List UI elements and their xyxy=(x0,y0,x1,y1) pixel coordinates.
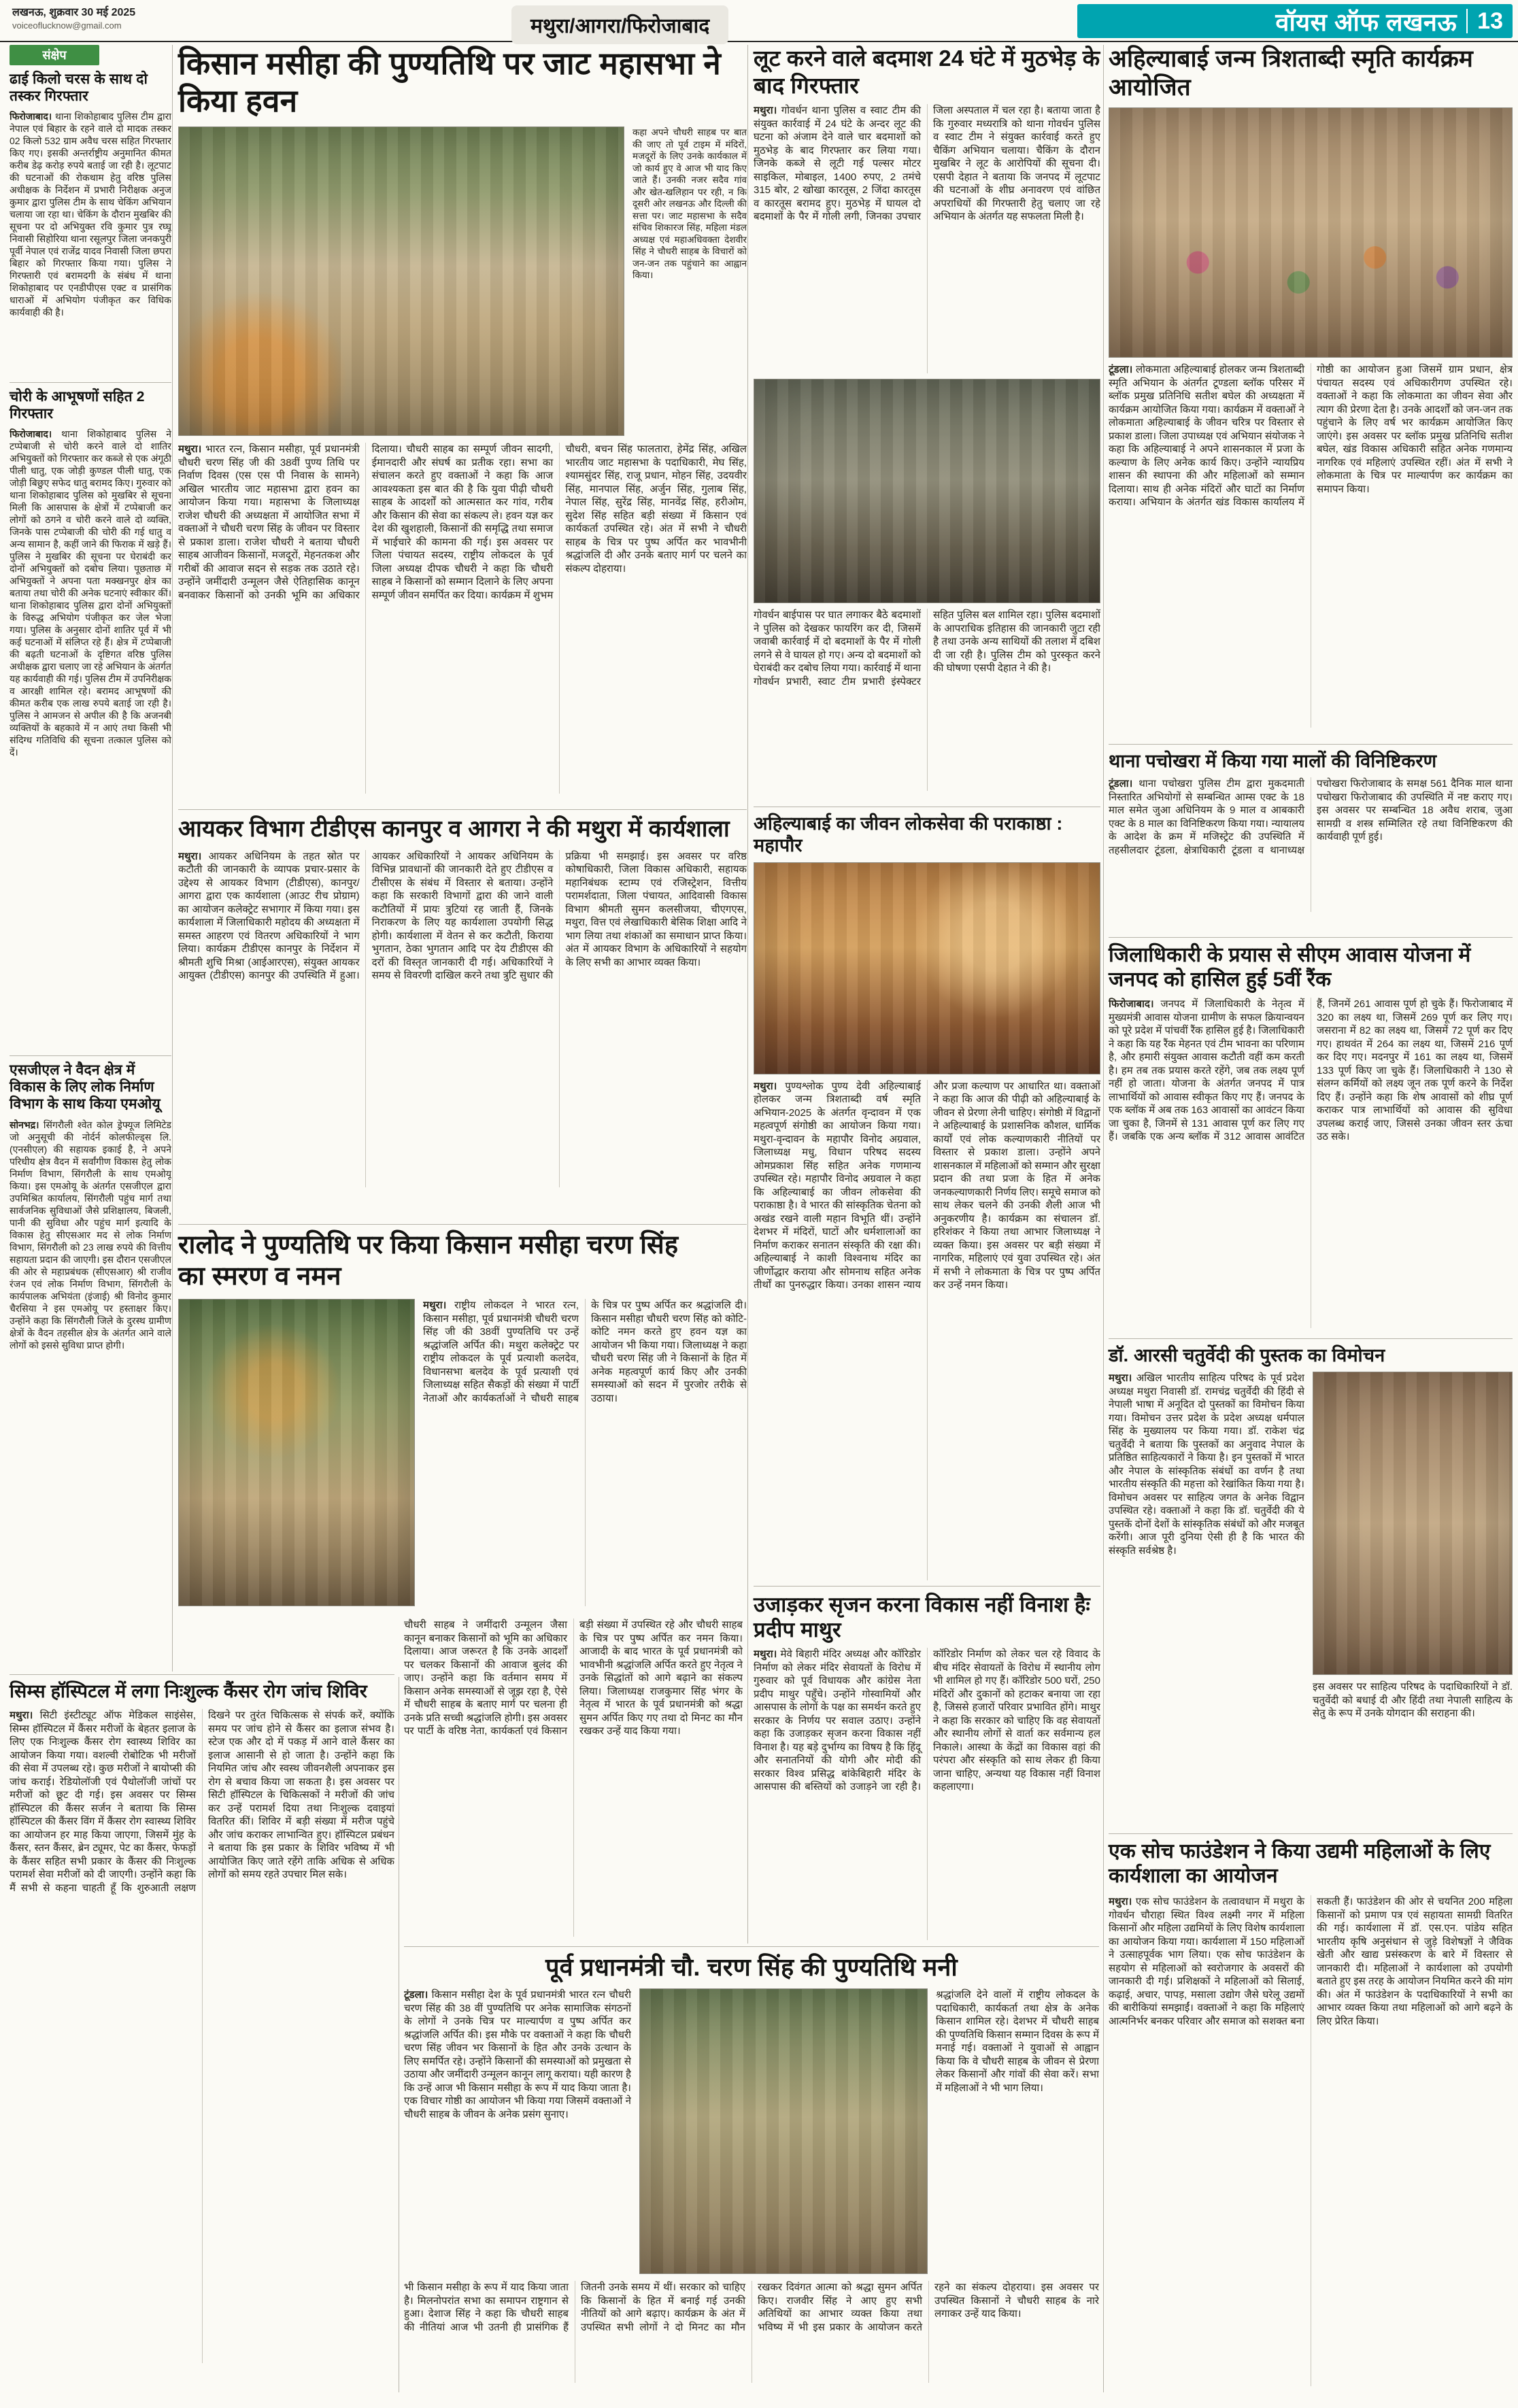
headline: अहिल्याबाई जन्म त्रिशताब्दी स्मृति कार्यक्रम आयोजित xyxy=(1109,46,1474,101)
seminar-stage-photo xyxy=(754,862,1100,1074)
headline: थाना पचोखरा में किया गया मालों की विनिष्टिकरण xyxy=(1109,751,1437,771)
article-body xyxy=(178,850,747,1187)
column-rule xyxy=(172,45,173,1672)
body-text: लोकमाता अहिल्याबाई होलकर जन्म त्रिशताब्दी स्मृति अभियान के अंतर्गत टूण्डला ब्लॉक परिसर में ब्लॉक प्रमुख प्रतिनिधि सतीश बघेल की अध्यक्षता में कार्यक्रम आयोजित किया गया। कार्यक्रम में वक्ताओं ने लोकमाता अहिल्याबाई के जीवन चरित्र पर विस्तार से प्रकाश डाला। जिला उपाध्यक्ष एवं अभियान संयोजक ने कहा कि अहिल्याबाई ने अपने शासनकाल में प्रजा के कल्याण के लिए अनेक कार्य किए। उन्होंने न्यायप्रिय शासन की स्थापना की और महिलाओं को सम्मान दिलाया। साथ ही अनेक मंदिरों और घाटों का निर्माण कराया। अभियान के अंतर्गत खंड विकास कार्यालय में गोष्ठी का आयोजन हुआ जिसमें ग्राम प्रधान, क्षेत्र पंचायत सदस्य एवं अधिकारीगण उपस्थित रहे। वक्ताओं ने कहा कि लोकमाता का जीवन सेवा और त्याग की प्रेरणा देता है। उनके आदर्शों को जन-जन तक पहुंचाने के लिए वर्ष भर कार्यक्रम आयोजित किए जाएंगे। इस अवसर पर ब्लॉक प्रमुख प्रतिनिधि सतीश बघेल, खंड विकास अधिकारी सहित अनेक गणमान्य नागरिक एवं महिलाएं उपस्थित रहीं। अंत में सभी ने लोकमाता के चित्र पर माल्यार्पण कर कार्यक्रम का समापन किया। xyxy=(1109,364,1513,508)
body-text: श्रद्धांजलि देने वालों में राष्ट्रीय लोकदल के पदाधिकारी, कार्यकर्ता तथा क्षेत्र के अनेक किसान शामिल रहे। देशभर में चौधरी साहब की पुण्यतिथि किसान सम्मान दिवस के रूप में मनाई गई। वक्ताओं ने युवाओं से आह्वान किया कि वे चौधरी साहब के जीवन से प्रेरणा लेकर किसानों और गांवों की सेवा करें। सभा में महिलाओं ने भी भाग लिया। xyxy=(936,1989,1099,2094)
article-body xyxy=(404,1618,743,1937)
body-text: एक सोच फाउंडेशन के तत्वावधान में मथुरा के गोवर्धन चौराहा स्थित विश्व लक्ष्मी नगर में महिला किसानों और महिला उद्यमियों के लिए विशेष कार्यशाला का आयोजन किया गया। कार्यशाला में 150 महिलाओं ने उत्साहपूर्वक भाग लिया। एक सोच फाउंडेशन के सहयोग से महिलाओं को स्वरोजगार के अवसरों की जानकारी दी गई। प्रशिक्षकों ने महिलाओं को सिलाई, कढ़ाई, अचार, पापड़, मसाला उद्योग जैसे घरेलू उद्यमों की बारीकियां समझाईं। वक्ताओं ने कहा कि महिलाएं आत्मनिर्भर बनकर परिवार और समाज को सशक्त बना सकती हैं। फाउंडेशन की ओर से चयनित 200 महिला किसानों को प्रमाण पत्र एवं सहायता सामग्री वितरित की गई। कार्यशाला में डॉ. एस.एन. पांडेय सहित भारतीय कृषि अनुसंधान से जुड़े विशेषज्ञों ने जैविक खेती और खाद्य प्रसंस्करण के बारे में विस्तार से जानकारी दी। महिलाओं ने कार्यशाला को उपयोगी बताते हुए इस तरह के आयोजन नियमित करने की मांग की। अंत में फाउंडेशन के पदाधिकारियों ने सभी का आभार व्यक्त किया तथा महिलाओं को आगे बढ़ने के लिए प्रेरित किया। xyxy=(1109,1896,1513,2027)
body-text: गोवर्धन बाईपास पर घात लगाकर बैठे बदमाशों ने पुलिस को देखकर फायरिंग कर दी, जिसमें जवाबी कार्रवाई में दो बदमाशों के पैर में गोली लगने से वे घायल हो गए। अन्य दो बदमाशों को घेराबंदी कर दबोच लिया गया। कार्रवाई में थाना गोवर्धन प्रभारी, स्वाट टीम प्रभारी इंस्पेक्टर सहित पुलिस बल शामिल रहा। पुलिस बदमाशों के आपराधिक इतिहास की जानकारी जुटा रही है तथा उनके अन्य साथियों की तलाश में दबिश दी जा रही है। पुलिस टीम को पुरस्कृत करने की घोषणा एसपी देहात ने की है। xyxy=(754,609,1100,688)
body-text: गोवर्धन थाना पुलिस व स्वाट टीम की संयुक्त कार्रवाई में 24 घंटे के अन्दर लूट की घटना को अंजाम देने वाले चार बदमाशों को मुठभेड़ के बाद गिरफ्तार कर लिया गया। जिनके कब्जे से लूटी गई पल्सर मोटर साइकिल, मोबाइल, 1400 रुपए, 2 तमंचे 315 बोर, 2 खोखा कारतूस, 2 जिंदा कारतूस व कारतूस बरामद हुए। मुठभेड़ में घायल दो बदमाशों के पैर में गोली लगी, जिनका उपचार जिला अस्पताल में चल रहा है। बताया जाता है कि गुरुवार मध्यरात्रि को थाना गोवर्धन पुलिस व स्वाट टीम ने संयुक्त कार्रवाई करते हुए चैकिंग अभियान चलाया। चैकिंग के दौरान मुखबिर ने लूट के आरोपियों की सूचना दी। एसपी देहात ने बताया कि जनपद में लूटपाट की घटनाओं के शीघ्र अनावरण एवं वांछित अपराधियों की गिरफ्तारी हेतु चलाए जा रहे अभियान के अंतर्गत यह सफलता मिली है। xyxy=(754,105,1100,223)
dateline: मथुरा। xyxy=(754,1648,781,1661)
dateline: मथुरा। xyxy=(1109,1372,1136,1385)
article-body xyxy=(178,443,747,794)
havan-ceremony-photo xyxy=(178,126,624,436)
publication-email: voiceoflucknow@gmail.com xyxy=(12,20,122,31)
memorial-gathering-photo xyxy=(639,1988,928,2274)
article-sgl xyxy=(10,1055,171,1663)
page-header xyxy=(0,0,1518,42)
dateline: मथुरा। xyxy=(423,1300,455,1312)
article-body-bottom xyxy=(404,2281,1099,2383)
article-body xyxy=(404,1988,631,2274)
article-right-stack xyxy=(1313,1372,1513,1826)
headline: लूट करने वाले बदमाश 24 घंटे में मुठभेड़ के बाद गिरफ्तार xyxy=(754,46,1100,98)
headline: एक सोच फाउंडेशन ने किया उद्यमी महिलाओं के लिए कार्यशाला का आयोजन xyxy=(1109,1840,1491,1887)
dateline: टूंडला। xyxy=(1109,778,1139,790)
article-body xyxy=(1109,1895,1513,2386)
headline: आयकर विभाग टीडीएस कानपुर व आगरा ने की मथुरा में कार्यशाला xyxy=(178,816,730,842)
article-tds-workshop xyxy=(178,809,747,1187)
page-number: 13 xyxy=(1477,7,1503,34)
article-body xyxy=(754,104,1100,373)
article-dm-awas xyxy=(1109,937,1513,1328)
memorial-event-photo xyxy=(1109,107,1513,358)
body-text: अखिल भारतीय साहित्य परिषद के पूर्व प्रदेश अध्यक्ष मथुरा निवासी डॉ. रामचंद्र चतुर्वेदी की हिंदी से नेपाली भाषा में अनूदित दो पुस्तकों का विमोचन किया गया। विमोचन उत्तर प्रदेश के प्रदेश अध्यक्ष धर्मपाल सिंह के मुख्यालय पर किया गया। डॉ. राकेश चंद्र चतुर्वेदी ने बताया कि पुस्तकों का अनुवाद नेपाल के प्रतिष्ठित साहित्यकारों ने किया है। इन पुस्तकों में भारत और नेपाल के सांस्कृतिक संबंधों का वर्णन है तथा भारतीय संस्कृति की महत्ता को रेखांकित किया गया है। विमोचन अवसर पर साहित्य जगत के अनेक विद्वान उपस्थित रहे। वक्ताओं ने कहा कि डॉ. चतुर्वेदी की ये पुस्तकें दोनों देशों के सांस्कृतिक संबंधों को और मजबूत करेंगी। आज पूरी दुनिया ऐसी ही है कि भारत की संस्कृति सर्वश्रेष्ठ है। xyxy=(1109,1372,1304,1557)
column-rule xyxy=(747,45,748,1944)
article-pachokhra xyxy=(1109,744,1513,912)
article-purv-pm xyxy=(404,1946,1099,2383)
dateline: मथुरा। xyxy=(754,1080,786,1092)
edition-region: मथुरा/आगरा/फिरोजाबाद xyxy=(511,5,728,44)
article-body xyxy=(10,110,171,379)
article-side-note xyxy=(632,126,747,436)
headline: चोरी के आभूषणों सहित 2 गिरफ्तार xyxy=(10,389,145,422)
body-text: थाना शिकोहाबाद पुलिस ने टप्पेबाजी से चोरी करने वाले दो शातिर अभियुक्तों को गिरफ्तार कर कब्जे से एक अंगूठी पीली धातु, एक जोड़ी कुण्डल पीली धातु, एक जोड़ी बिछुए सफेद धातु बरामद किए। गुरुवार को थाना शिकोहाबाद पुलिस को मुखबिर से सूचना मिली कि आसपास के क्षेत्रों में टप्पेबाजी कर लोगों को ठगने व चोरी करने वाले दो व्यक्ति, जिनके पास टप्पेबाजी की चोरी की गई धातु व अन्य सामान है, कहीं जाने की फिराक में खड़े हैं। पुलिस ने मुखबिर की सूचना पर घेराबंदी कर दोनों अभियुक्तों को दबोच लिया। पूछताछ में अभियुक्तों ने अपना पता मक्खनपुर क्षेत्र का बताया तथा चोरी की अनेक घटनाएं स्वीकार कीं। थाना शिकोहाबाद पुलिस द्वारा दोनों अभियुक्तों के विरुद्ध अभियोग पंजीकृत कर जेल भेजा गया। पुलिस के अनुसार दोनों शातिर पूर्व में भी कई घटनाओं में संलिप्त रहे हैं। क्षेत्र में टप्पेबाजी की बढ़ती घटनाओं के दृष्टिगत वरिष्ठ पुलिस अधीक्षक द्वारा चलाए जा रहे अभियान के अंतर्गत यह कार्यवाही की गई। पुलिस टीम में उपनिरीक्षक व आरक्षी शामिल रहे। बरामद आभूषणों की कीमत करीब एक लाख रुपये बताई जा रही है। पुलिस ने आमजन से अपील की है कि अजनबी व्यक्तियों के बहकावे में न आएं तथा किसी भी संदिग्ध गतिविधि की सूचना तत्काल पुलिस को दें। xyxy=(10,428,171,758)
body-text: आयकर अधिनियम के तहत स्रोत पर कटौती की जानकारी के व्यापक प्रचार-प्रसार के उद्देश्य से आयकर विभाग (टीडीएस), कानपुर/आगरा द्वारा एक कार्यशाला (आउट रीच प्रोग्राम) का आयोजन कलेक्ट्रेट सभागार में किया गया। इस कार्यशाला में जिलाधिकारी महोदय की अध्यक्षता में समस्त आहरण एवं वितरण अधिकारियों ने भाग लिया। कार्यक्रम टीडीएस कानपुर के निर्देशन में श्रीमती शुचि मिश्रा (आईआरएस), संयुक्त आयकर आयुक्त (टीडीएस) कानपुर की उपस्थिति में हुआ। आयकर अधिकारियों ने आयकर अधिनियम के विभिन्न प्रावधानों की जानकारी देते हुए टीडीएस व टीसीएस के संबंध में विस्तार से बताया। उन्होंने कहा कि सरकारी विभागों द्वारा की जाने वाली कटौतियों में प्रायः त्रुटियां रह जाती हैं, जिनके निराकरण के लिए यह कार्यशाला उपयोगी सिद्ध होगी। कार्यशाला में वेतन से कर कटौती, किराया भुगतान, ठेका भुगतान आदि पर देय टीडीएस की दरों की विस्तृत जानकारी दी गई। अधिकारियों ने समय से विवरणी दाखिल करने तथा त्रुटि सुधार की प्रक्रिया भी समझाई। इस अवसर पर वरिष्ठ कोषाधिकारी, जिला विकास अधिकारी, सहायक महानिबंधक स्टाम्प एवं रजिस्ट्रेशन, वित्तीय परामर्शदाता, जिला पंचायत, आदिवासी विकास विभाग श्रीमती सुमन कलसीजया, चीएगएस, मथुरा, वित्त एवं लेखाधिकारी बेसिक शिक्षा आदि ने भाग लिया तथा शंकाओं का समाधान प्राप्त किया। अंत में आयकर विभाग के अधिकारियों ने सहयोग के लिए सभी का आभार व्यक्त किया। xyxy=(178,850,747,982)
article-mahapaur xyxy=(754,807,1100,1580)
brief-section-label: संक्षेप xyxy=(10,45,99,65)
body-text: थाना शिकोहाबाद पुलिस टीम द्वारा नेपाल एवं बिहार के रहने वाले दो मादक तस्कर 02 किलो 532 ग्राम अवैध चरस सहित गिरफ्तार किए गए। इसकी अन्तर्राष्ट्रीय अनुमानित कीमत करीब डेढ़ करोड़ रुपये बताई जा रही है। लूटपाट की घटनाओं की रोकथाम हेतु वरिष्ठ पुलिस अधीक्षक के निर्देशन में प्रभारी निरीक्षक अनुज कुमार द्वारा पुलिस टीम के साथ चेकिंग अभियान चलाया जा रहा था। चेकिंग के दौरान मुखबिर की सूचना पर दो अभियुक्त रवि कुमार पुत्र रघ्घू निवासी सिहोरिया थाना रसूलपुर जिला जनकपुरी पूर्वी नेपाल एवं राजेंद्र यादव निवासी जिला छपरा बिहार को गिरफ्तार किया गया। पुलिस ने गिरफ्तारी एवं बरामदगी के संबंध में थाना शिकोहाबाद पर एनडीपीएस एक्ट व प्रासंगिक धाराओं में अभियोग पंजीकृत कर विधिक कार्यवाही की है। xyxy=(10,111,171,318)
dateline: टूंडला। xyxy=(404,1989,432,2001)
headline: सिम्स हॉस्पिटल में लगा निःशुल्क कैंसर रोग जांच शिविर xyxy=(10,1681,367,1701)
masthead-divider xyxy=(1466,9,1468,33)
article-body xyxy=(1109,1372,1304,1826)
article-feature-havan xyxy=(178,45,747,794)
article-body xyxy=(754,1648,1100,1940)
headline: ढाई किलो चरस के साथ दो तस्कर गिरफ्तार xyxy=(10,71,148,105)
body-text: सिटी इंस्टीट्यूट ऑफ मेडिकल साइंसेस, सिम्स हॉस्पिटल में कैंसर मरीजों के बेहतर इलाज के लिए एक निःशुल्क कैंसर रोग स्वास्थ्य शिविर का आयोजन किया गया। वशल्वी रोबोटिक भी मरीजों की सेवा में उपलब्ध रहे। कुछ मरीजों ने बायोप्सी की जांच कराई। रेडियोलॉजी एवं पैथोलॉजी जांचों पर मरीजों को छूट दी गई। इस अवसर पर सिम्स हॉस्पिटल की कैंसर सर्जन ने बताया कि सिम्स हॉस्पिटल की कैंसर विंग में कैंसर रोग स्वास्थ्य शिविर का आयोजन हर माह किया जाएगा, जिसमें मुंह के कैंसर, स्तन कैंसर, ब्रेन ट्यूमर, पेट का कैंसर, फेफड़ों के कैंसर सहित सभी प्रकार के कैंसर की निःशुल्क परामर्श सेवा मरीजों को दी जाएगी। उन्होंने कहा कि मैं सभी से कहना चाहती हूँ कि शुरुआती लक्षण दिखने पर तुरंत चिकित्सक से संपर्क करें, क्योंकि समय पर जांच होने से कैंसर का इलाज संभव है। स्टेज एक और दो में पकड़ में आने वाले कैंसर का इलाज आसानी से हो जाता है। उन्होंने कहा कि नियमित जांच और स्वस्थ जीवनशैली अपनाकर इस रोग से बचाव किया जा सकता है। इस अवसर पर सिटी हॉस्पिटल के चिकित्सकों ने मरीजों की जांच कर उन्हें परामर्श दिया तथा निःशुल्क दवाइयां वितरित कीं। शिविर में बड़ी संख्या में मरीज पहुंचे और जांच कराकर लाभान्वित हुए। हॉस्पिटल प्रबंधन ने बताया कि इस प्रकार के शिविर भविष्य में भी आयोजित किए जाते रहेंगे ताकि अधिक से अधिक लोगों को समय रहते उपचार मिल सके। xyxy=(10,1710,394,1894)
article-trishatabdi xyxy=(1109,45,1513,728)
article-body-continued xyxy=(1313,1680,1513,1826)
headline: डॉ. आरसी चतुर्वेदी की पुस्तक का विमोचन xyxy=(1109,1345,1385,1366)
article-ujadkar xyxy=(754,1586,1100,1940)
body-text: सिंगरौली श्वेत कोल ड्रेफ्यूज लिमिटेड जो अनुसूची की नोर्दर्न कोलफील्ड्स लि. (एनसीएल) की सहायक इकाई है, ने अपने परिधीय क्षेत्र वैदन में सर्वांगीण विकास हेतु लोक निर्माण विभाग, सिंगरौली के साथ एमओयू किया। इस एमओयू के अंतर्गत एसजीएल द्वारा उपमिश्रित कार्यालय, सिंगरौली पहुंच मार्ग तथा सार्वजनिक सुविधाओं जैसे प्रशिक्षालय, बिजली, पानी की सुविधा और पहुंच मार्ग इत्यादि के विकास हेतु सीएसआर मद से लोक निर्माण विभाग, सिंगरौली को 23 लाख रुपये की वित्तीय सहायता प्रदान की जाएगी। इस दौरान एसजीएल की ओर से महाप्रबंधक (सीएसआर) श्री राजीव रंजन एवं लोक निर्माण विभाग, सिंगरौली के कार्यपालक अभियंता (इंजाई) श्री विनोद कुमार चैरसिया ने इस एमओयू पर हस्ताक्षर किए। उन्होंने कहा कि सिंगरौली जिले के दुरस्थ ग्रामीण क्षेत्रों के वैदन तहसील क्षेत्र के अंतर्गत आने वाले लोगों को इससे सुविधा प्राप्त होगी। xyxy=(10,1119,171,1351)
dateline: मथुरा। xyxy=(1109,1896,1136,1907)
article-body xyxy=(10,1119,171,1663)
headline: पूर्व प्रधानमंत्री चौ. चरण सिंह की पुण्यतिथि मनी xyxy=(545,1953,958,1981)
body-text: भी किसान मसीहा के रूप में याद किया जाता है। मिलनोपरांत सभा का समापन राष्ट्रगान से हुआ। देशाज सिंह ने कहा कि चौधरी साहब की नीतियां आज भी उतनी ही प्रासंगिक हैं जितनी उनके समय में थीं। सरकार को चाहिए कि किसानों के हित में बनाई गई उनकी नीतियों को आगे बढ़ाए। कार्यक्रम के अंत में उपस्थित सभी लोगों ने दो मिनट का मौन रखकर दिवंगत आत्मा को श्रद्धा सुमन अर्पित किए। राजवीर सिंह ने आए हुए सभी अतिथियों का आभार व्यक्त किया तथा भविष्य में भी इस प्रकार के आयोजन करते रहने का संकल्प दोहराया। इस अवसर पर उपस्थित किसानों ने चौधरी साहब के नारे लगाकर उन्हें याद किया। xyxy=(404,2282,1099,2333)
body-text: राष्ट्रीय लोकदल ने भारत रत्न, किसान मसीहा, पूर्व प्रधानमंत्री चौधरी चरण सिंह जी की 38वीं पुण्यतिथि पर उन्हें श्रद्धांजलि अर्पित की। मथुरा कलेक्ट्रेट पर राष्ट्रीय लोकदल के पूर्व प्रत्याशी कलदेव, विधानसभा बलदेव के पूर्व प्रत्याशी एवं जिलाध्यक्ष सहित सैकड़ों की संख्या में पार्टी नेताओं और कार्यकर्ताओं ने चौधरी साहब के चित्र पर पुष्प अर्पित कर श्रद्धांजलि दी। किसान मसीहा चौधरी चरण सिंह को कोटि-कोटि नमन करते हुए हवन यज्ञ का आयोजन भी किया गया। जिलाध्यक्ष ने कहा चौधरी चरण सिंह जी ने किसानों के हित में अनेक महत्वपूर्ण कार्य किए और उनकी समस्याओं को सदन में पुरजोर तरीके से उठाया। xyxy=(423,1300,747,1404)
headline: किसान मसीहा की पुण्यतिथि पर जाट महासभा ने किया हवन xyxy=(178,46,721,119)
headline: जिलाधिकारी के प्रयास से सीएम आवास योजना में जनपद को हासिल हुई 5वीं रैंक xyxy=(1109,944,1471,991)
article-body xyxy=(10,1709,394,2363)
article-book-vimochan xyxy=(1109,1338,1513,1826)
dateline: सोनभद्र। xyxy=(10,1119,44,1130)
arrested-suspects-photo xyxy=(754,379,1100,603)
article-body-right xyxy=(936,1988,1099,2274)
column-rule xyxy=(1103,45,1104,2392)
article-ek-soch xyxy=(1109,1833,1513,2386)
article-loot xyxy=(754,45,1100,791)
dateline: फिरोजाबाद। xyxy=(10,428,62,440)
headline: उजाड़कर सृजन करना विकास नहीं विनाश हैः प्रदीप माथुर xyxy=(754,1593,1090,1642)
dateline: मथुरा। xyxy=(754,105,781,117)
dateline: फिरोजाबाद। xyxy=(10,111,55,122)
article-body xyxy=(423,1299,747,1606)
article-ralod-continued xyxy=(404,1618,743,1937)
article-body xyxy=(754,1080,1100,1580)
masthead-title: वॉयस ऑफ लखनऊ xyxy=(1275,7,1457,36)
dateline: मथुरा। xyxy=(10,1710,40,1722)
publication-date: लखनऊ, शुक्रवार 30 मई 2025 xyxy=(12,7,136,18)
dateline: फिरोजाबाद। xyxy=(1109,998,1161,1010)
body-text: चौधरी साहब ने जमींदारी उन्मूलन जैसा कानून बनाकर किसानों को भूमि का अधिकार दिलाया। आज जरूरत है कि उनके आदर्शों पर चलकर किसानों की आवाज बुलंद की जाए। उन्होंने कहा कि वर्तमान समय में किसान अनेक समस्याओं से जूझ रहा है, ऐसे में चौधरी साहब के बताए मार्ग पर चलना ही उनके प्रति सच्ची श्रद्धांजलि होगी। इस अवसर पर पार्टी के वरिष्ठ नेता, कार्यकर्ता एवं किसान बड़ी संख्या में उपस्थित रहे और चौधरी साहब के चित्र पर पुष्प अर्पित कर नमन किया। आजादी के बाद भारत के पूर्व प्रधानमंत्री को भावभीनी श्रद्धांजलि अर्पित करते हुए नेतृत्व ने उनके सिद्धांतों को आगे बढ़ाने का संकल्प लिया। जिलाध्यक्ष राजकुमार सिंह भंगर के नेतृत्व में भारत के पूर्व प्रधानमंत्री को श्रद्धा सुमन अर्पित किए गए तथा दो मिनट का मौन रखकर उन्हें याद किया गया। xyxy=(404,1619,743,1737)
body-text: जनपद में जिलाधिकारी के नेतृत्व में मुख्यमंत्री आवास योजना ग्रामीण के सफल क्रियान्वयन को पूरे प्रदेश में पांचवीं रैंक हासिल हुई है। जिलाधिकारी ने कहा कि यह रैंक मेहनत एवं टीम भावना का परिणाम है, और हमारी संयुक्त आवास कटौती वहीं कम करती है। हम तब तक प्रयास करते रहेंगे, जब तक लक्ष्य पूर्ण नहीं हो जाता। योजना के अंतर्गत जनपद में पात्र लाभार्थियों को आवास स्वीकृत किए गए हैं। जनपद के एक ब्लॉक में अब तक 163 आवासों का आवंटन किया जा चुका है, जिनमें से 131 आवास पूर्ण कर लिए गए हैं। जबकि एक अन्य ब्लॉक में 312 आवास आवंटित हैं, जिनमें 261 आवास पूर्ण हो चुके हैं। फिरोजाबाद में 320 का लक्ष्य था, जिसमें 269 पूर्ण कर लिए गए। जसराना में 82 का लक्ष्य था, जिसमें 72 पूर्ण कर दिए गए। हाथवंत में 264 का लक्ष्य था, जिसमें 216 पूर्ण कर दिए गए। मदनपुर में 161 का लक्ष्य था, जिसमें 133 पूर्ण किए जा चुके हैं। जिलाधिकारी ने 130 से संलग्न कर्मियों को लक्ष्य जून तक पूर्ण करने के निर्देश दिए हैं। उन्होंने कहा कि शेष आवासों को शीघ्र पूर्ण कराकर पात्र लाभार्थियों को आवास की सुविधा उपलब्ध कराई जाए, जिससे उनका जीवन स्तर ऊंचा उठ सके। xyxy=(1109,998,1513,1142)
article-body xyxy=(1109,363,1513,728)
headline: रालोद ने पुण्यतिथि पर किया किसान मसीहा चरण सिंह का स्मरण व नमन xyxy=(178,1231,679,1291)
article-chori xyxy=(10,382,171,1040)
body-text: भारत रत्न, किसान मसीहा, पूर्व प्रधानमंत्री चौधरी चरण सिंह जी की 38वीं पुण्य तिथि पर निर्वाण दिवस (एस एस पी निवास के सामने) अखिल भारतीय जाट महासभा द्वारा हवन का आयोजन किया गया। महासभा के जिलाध्यक्ष राजेश चौधरी की अध्यक्षता में आयोजित सभा में वक्ताओं ने चौधरी चरण सिंह के जीवन पर विस्तार से प्रकाश डाला। राजेश चौधरी ने बताया चौधरी साहब आजीवन किसानों, मजदूरों, मेहनतकश और गरीबों की आवाज सदन से सड़क तक उठाते रहे। उन्होंने जमींदारी उन्मूलन जैसे ऐतिहासिक कानून बनवाकर किसानों को उनकी भूमि का अधिकार दिलाया। चौधरी साहब का सम्पूर्ण जीवन सादगी, ईमानदारी और संघर्ष का प्रतीक रहा। सभा का संचालन करते हुए वक्ताओं ने कहा कि आज आवश्यकता इस बात की है कि युवा पीढ़ी चौधरी साहब के आदर्शों को आत्मसात कर गांव, गरीब और किसान की सेवा का संकल्प ले। हवन यज्ञ कर देश की खुशहाली, किसानों की समृद्धि तथा समाज में भाईचारे की कामना की गई। इस अवसर पर जिला पंचायत सदस्य, राष्ट्रीय लोकदल के पूर्व जिला अध्यक्ष दीपक चौधरी ने कहा कि चौधरी साहब ने किसानों को सम्मान दिलाने के लिए अपना सम्पूर्ण जीवन समर्पित कर दिया। कार्यक्रम में शुभम चौधरी, बचन सिंह फालतारा, हेमेंद्र सिंह, अखिल भारतीय जाट महासभा के पदाधिकारी, मेघ सिंह, श्यामसुंदर सिंह, राजू प्रधान, मोहन सिंह, उदयवीर सिंह, मानपाल सिंह, अर्जुन सिंह, गुलाब सिंह, नेपाल सिंह, सुरेंद्र सिंह, मानवेंद्र सिंह, हरीओम, सुदेश सिंह सहित बड़ी संख्या में किसान एवं कार्यकर्ता उपस्थित रहे। अंत में सभी ने चौधरी साहब के चित्र पर पुष्प अर्पित कर भावभीनी श्रद्धांजलि दी और उनके बताए मार्ग पर चलने का संकल्प दोहराया। xyxy=(178,443,747,601)
body-text: मेवे बिहारी मंदिर अध्यक्ष और कॉरिडोर निर्माण को लेकर मंदिर सेवायतों के विरोध में गुरुवार को पूर्व विधायक और कांग्रेस नेता प्रदीप माथुर पहुँचे। उन्होंने गोस्वामियों और आसपास के लोगों के पक्ष का समर्थन करते हुए सरकार के निर्णय पर सवाल उठाए। उन्होंने कहा कि उजाड़कर सृजन करना विकास नहीं विनाश है। यह बड़े दुर्भाग्य का विषय है कि हिंदू और सनातनियों की योगी और मोदी की सरकार विश्व प्रसिद्ध बांकेबिहारी मंदिर के आसपास की बस्तियों को उजाड़ने जा रही है। कॉरिडोर निर्माण को लेकर चल रहे विवाद के बीच मंदिर सेवायतों के विरोध में स्थानीय लोग भी शामिल हो गए हैं। कॉरिडोर 500 घरों, 250 मंदिरों और दुकानों को हटाकर बनाया जा रहा है, जिससे हजारों परिवार प्रभावित होंगे। माथुर ने कहा कि सरकार को चाहिए कि वह सेवायतों और स्थानीय लोगों से वार्ता कर सर्वमान्य हल निकाले। आस्था के केंद्रों का विकास वहां की परंपरा और संस्कृति को साथ लेकर ही किया जाना चाहिए, अन्यथा यह विकास नहीं विनाश कहलाएगा। xyxy=(754,1648,1100,1793)
article-sims xyxy=(10,1674,394,2363)
article-body xyxy=(1109,998,1513,1328)
dateline: मथुरा। xyxy=(178,850,209,862)
headline: एसजीएल ने वैदन क्षेत्र में विकास के लिए लोक निर्माण विभाग के साथ किया एमओयू xyxy=(10,1062,161,1113)
book-release-photo xyxy=(1313,1372,1513,1675)
article-ralod xyxy=(178,1224,747,1606)
body-text: किसान मसीहा देश के पूर्व प्रधानमंत्री भारत रत्न चौधरी चरण सिंह की 38 वीं पुण्यतिथि पर अनेक सामाजिक संगठनों के लोगों ने उनके चित्र पर माल्यार्पण व पुष्प अर्पित कर श्रद्धांजलि अर्पित की। इस मौके पर वक्ताओं ने कहा कि चौधरी चरण सिंह जीवन भर किसानों के हित और उनके उत्थान के लिए समर्पित रहे। उन्होंने किसानों की समस्याओं को प्रमुखता से उठाया और जमींदारी उन्मूलन कानून लागू कराया। यही कारण है कि उन्हें आज भी किसान मसीहा के रूप में याद किया जाता है। एक विचार गोष्ठी का आयोजन भी किया गया जिसमें वक्ताओं ने चौधरी साहब के जीवन के अनेक प्रसंग सुनाए। xyxy=(404,1989,631,2120)
article-body xyxy=(10,428,171,1040)
dateline: मथुरा। xyxy=(178,443,206,456)
body-text: इस अवसर पर साहित्य परिषद के पदाधिकारियों ने डॉ. चतुर्वेदी को बधाई दी और हिंदी तथा नेपाली साहित्य के सेतु के रूप में उनके योगदान की सराहना की। xyxy=(1313,1681,1513,1720)
body-text: पुण्यश्लोक पुण्य देवी अहिल्याबाई होलकर जन्म त्रिशताब्दी वर्ष स्मृति अभियान-2025 के अंतर्गत वृन्दावन में एक महत्वपूर्ण संगोष्ठी का आयोजन किया गया। मथुरा-वृन्दावन के महापौर विनोद अग्रवाल, जिलाध्यक्ष मधु, विधान परिषद सदस्य ओमप्रकाश सिंह सहित अनेक गणमान्य उपस्थित रहे। महापौर विनोद अग्रवाल ने कहा कि अहिल्याबाई का जीवन लोकसेवा की पराकाष्ठा है। वे भारत की सांस्कृतिक चेतना को अखंड रखने वाली महान विभूति थीं। उन्होंने देशभर में मंदिरों, घाटों और धर्मशालाओं का निर्माण कराकर सनातन संस्कृति की रक्षा की। अहिल्याबाई ने काशी विश्वनाथ मंदिर का जीर्णोद्धार कराया और सोमनाथ सहित अनेक तीर्थों का पुनरुद्धार किया। उनका शासन न्याय और प्रजा कल्याण पर आधारित था। वक्ताओं ने कहा कि आज की पीढ़ी को अहिल्याबाई के जीवन से प्रेरणा लेनी चाहिए। संगोष्ठी में विद्वानों ने अहिल्याबाई के प्रशासनिक कौशल, धार्मिक कार्यों एवं लोक कल्याणकारी नीतियों पर विस्तार से प्रकाश डाला। उन्होंने अपने शासनकाल में महिलाओं को सम्मान और सुरक्षा प्रदान की तथा प्रजा के हित में अनेक जनकल्याणकारी निर्णय लिए। समूचे समाज को साथ लेकर चलने की उनकी शैली आज भी अनुकरणीय है। कार्यक्रम का संचालन डॉ. हरिशंकर ने किया तथा आभार जिलाध्यक्ष ने व्यक्त किया। इस अवसर पर बड़ी संख्या में नागरिक, महिलाएं एवं युवा उपस्थित रहे। अंत में सभी ने लोकमाता के चित्र पर पुष्प अर्पित कर उन्हें नमन किया। xyxy=(754,1080,1100,1291)
article-body-continued xyxy=(754,609,1100,791)
ralod-tribute-photo xyxy=(178,1299,415,1606)
body-text: कहा अपने चौधरी साहब पर बात की जाए तो पूर्व टाइम में मंदिरों, मजदूरों के लिए उनके कार्यकाल में जो कार्य हुए वे आज भी याद किए जाते हैं। उनकी नजर सदैव गांव और खेत-खलिहान पर रही, न कि दूसरी ओर लखनऊ और दिल्ली की सत्ता पर। जाट महासभा के सदैव संचिव शिकारज सिंह, महिला मंडल अध्यक्ष एवं महाअधिवक्ता देशवीर सिंह ने चौधरी साहब के विचारों को जन-जन तक पहुंचाने का आह्वान किया। xyxy=(632,127,747,281)
masthead xyxy=(1077,4,1513,38)
article-body xyxy=(1109,777,1513,912)
dateline: टूंडला। xyxy=(1109,364,1136,375)
body-text: थाना पचोखरा पुलिस टीम द्वारा मुकदमाती निस्तारित अभियोगों से सम्बन्धित आम्स एक्ट के 18 माल समेत जुआ अधिनियम के 9 माल व आबकारी एक्ट के 8 माल का विनिष्टिकरण किया गया। न्यायालय के आदेश के क्रम में मजिस्ट्रेट की उपस्थिति में तहसीलदार टूंडला, क्षेत्राधिकारी टूंडला व थानाध्यक्ष पचोखरा फिरोजाबाद के समक्ष 561 दैनिक माल थाना पचोखरा फिरोजाबाद की उपस्थिति में नष्ट कराए गए। इस अवसर पर सम्बन्धित 18 अवैध शराब, जुआ सामग्री व शस्त्र सम्मिलित रहे तथा विनिष्टिकरण की कार्यवाही पूर्ण हुई। xyxy=(1109,778,1513,856)
publication-info xyxy=(12,6,135,32)
headline: अहिल्याबाई का जीवन लोकसेवा की पराकाष्ठा : महापौर xyxy=(754,813,1063,856)
article-charas xyxy=(10,71,171,379)
